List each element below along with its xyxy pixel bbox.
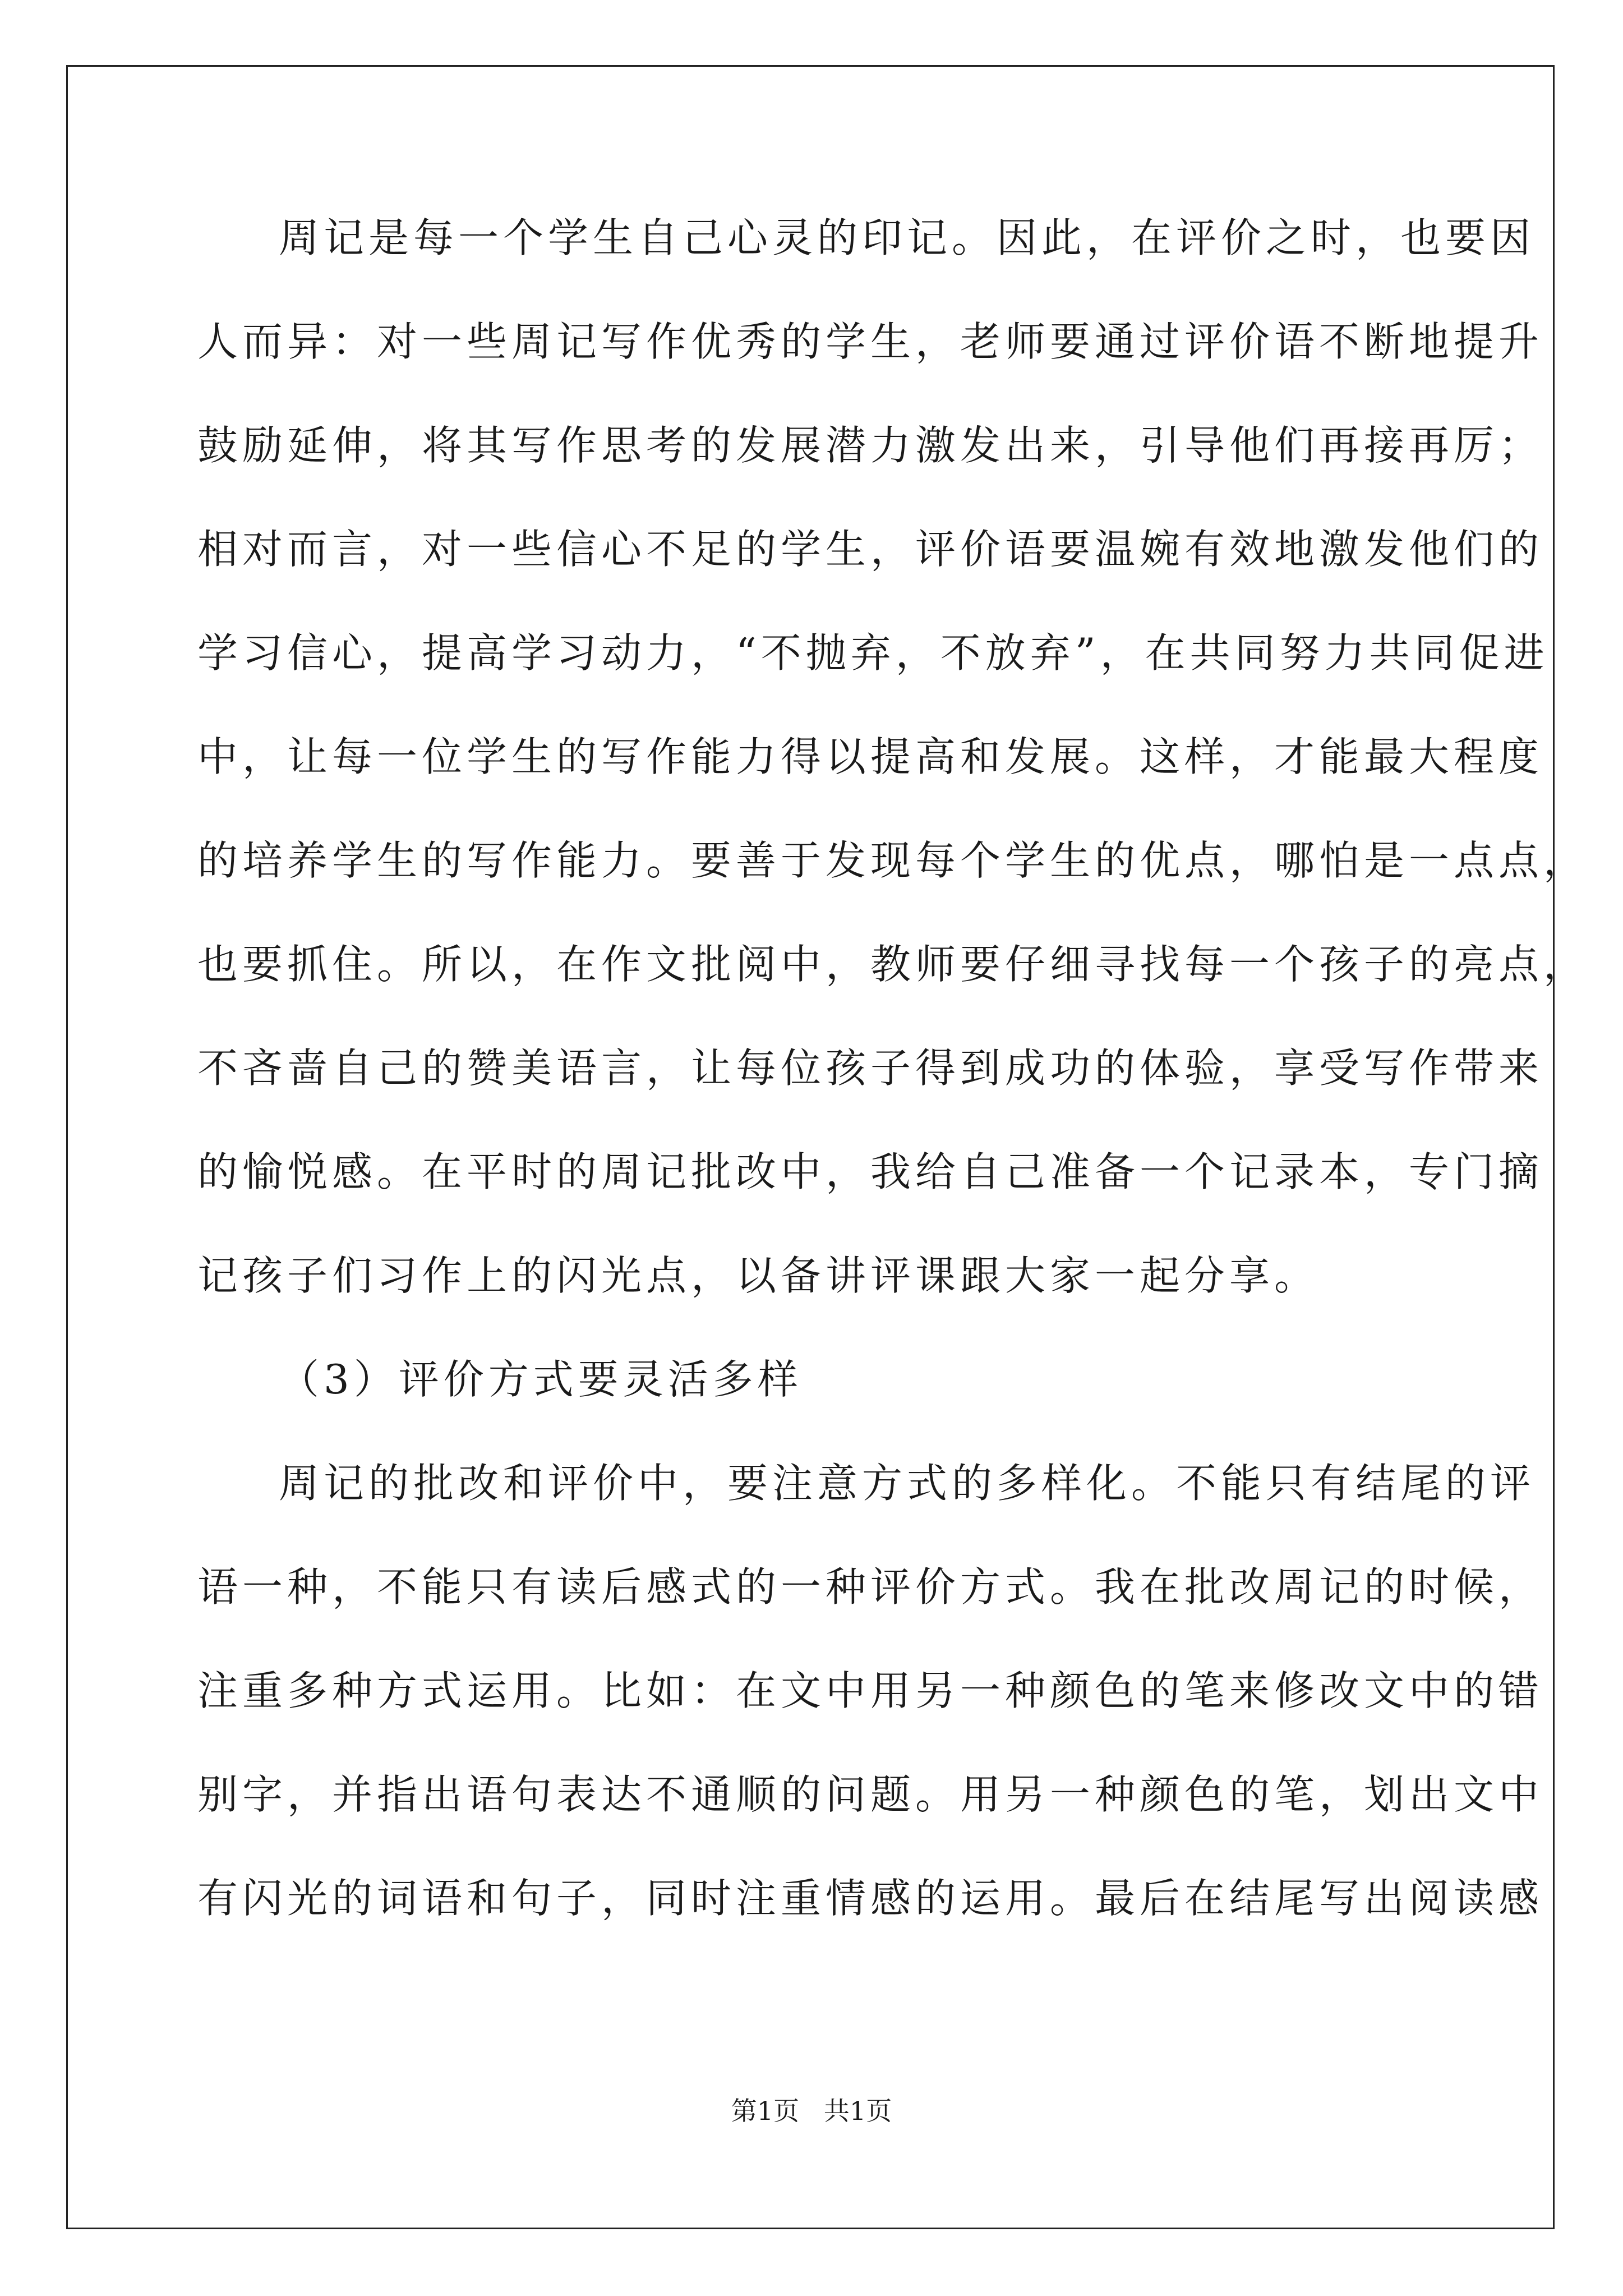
- paragraph-line: 也要抓住。所以，在作文批阅中，教师要仔细寻找每一个孩子的亮点，: [197, 941, 1589, 988]
- paragraph-line: 语一种，不能只有读后感式的一种评价方式。我在批改周记的时候，: [197, 1563, 1544, 1611]
- section-heading: （3）评价方式要灵活多样: [279, 1356, 803, 1403]
- paragraph-line: 相对而言，对一些信心不足的学生，评价语要温婉有效地激发他们的: [197, 526, 1544, 573]
- paragraph-line: 的愉悦感。在平时的周记批改中，我给自己准备一个记录本，专门摘: [197, 1148, 1544, 1195]
- paragraph-line: 别字，并指出语句表达不通顺的问题。用另一种颜色的笔，划出文中: [197, 1771, 1544, 1818]
- paragraph-line: 人而异：对一些周记写作优秀的学生，老师要通过评价语不断地提升: [197, 318, 1544, 365]
- paragraph-line: 有闪光的词语和句子，同时注重情感的运用。最后在结尾写出阅读感: [197, 1875, 1544, 1922]
- paragraph-line: 中，让每一位学生的写作能力得以提高和发展。这样，才能最大程度: [197, 733, 1544, 780]
- paragraph-line: 记孩子们习作上的闪光点，以备讲评课跟大家一起分享。: [197, 1252, 1320, 1299]
- paragraph-line: 注重多种方式运用。比如：在文中用另一种颜色的笔来修改文中的错: [197, 1667, 1544, 1714]
- paragraph-line: 不吝啬自己的赞美语言，让每位孩子得到成功的体验，享受写作带来: [197, 1045, 1544, 1092]
- paragraph-line: 周记的批改和评价中，要注意方式的多样化。不能只有结尾的评: [279, 1460, 1536, 1507]
- paragraph-line: 学习信心，提高学习动力，“不抛弃，不放弃”，在共同努力共同促进: [197, 629, 1549, 677]
- paragraph-line: 鼓励延伸，将其写作思考的发展潜力激发出来，引导他们再接再厉；: [197, 422, 1544, 469]
- paragraph-line: 的培养学生的写作能力。要善于发现每个学生的优点，哪怕是一点点，: [197, 837, 1589, 884]
- paragraph-line: 周记是每一个学生自己心灵的印记。因此，在评价之时，也要因: [279, 214, 1536, 261]
- page-footer: 第1页 共1页: [731, 2096, 892, 2126]
- document-body: [197, 214, 1589, 1982]
